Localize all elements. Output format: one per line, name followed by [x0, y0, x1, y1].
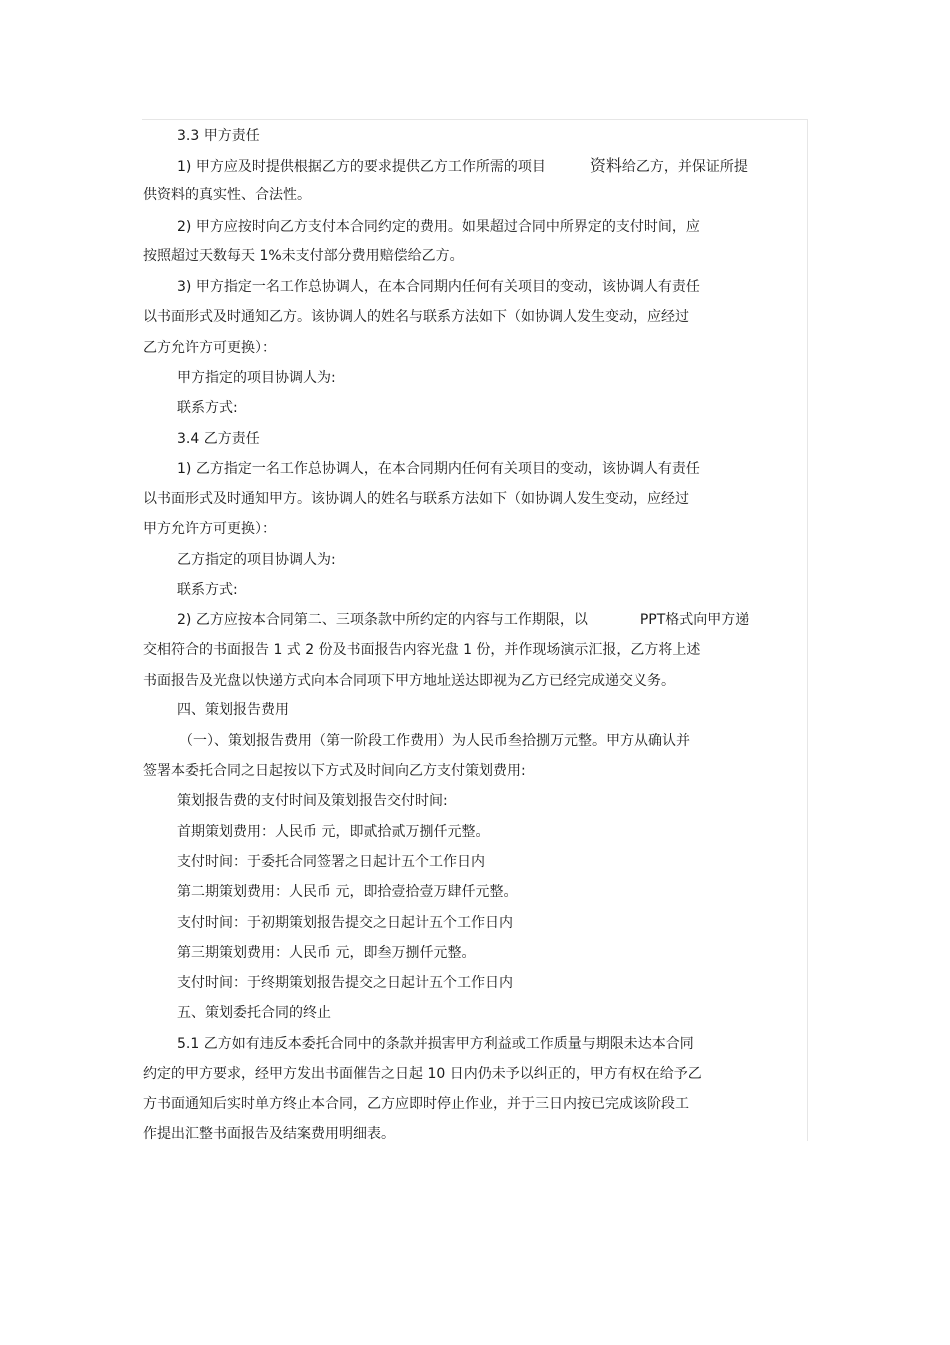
s33-clause-1-line-2: 供资料的真实性、合法性。	[143, 187, 311, 203]
s4-third-time: 支付时间：于终期策划报告提交之日起计五个工作日内	[177, 975, 513, 991]
s34-clause-2-line-3: 书面报告及光盘以快递方式向本合同项下甲方地址送达即视为乙方已经完成递交义务。	[143, 673, 675, 689]
s4-fee-line-2: 签署本委托合同之日起按以下方式及时间向乙方支付策划费用:	[143, 763, 526, 779]
section-4-heading: 四、策划报告费用	[177, 702, 289, 718]
s34-clause-1-line-1: 1) 乙方指定一名工作总协调人，在本合同期内任何有关项目的变动，该协调人有责任	[177, 461, 700, 477]
s4-fee-line-1: （一）、策划报告费用（第一阶段工作费用）为人民币叁拾捌万元整。甲方从确认并	[179, 733, 690, 749]
s4-first-time: 支付时间：于委托合同签署之日起计五个工作日内	[177, 854, 485, 870]
s33-clause-1-text-tail: 给乙方，并保证所提	[621, 159, 748, 175]
s33-coordinator: 甲方指定的项目协调人为:	[177, 370, 336, 386]
section-5-heading: 五、策划委托合同的终止	[177, 1005, 331, 1021]
s34-coordinator: 乙方指定的项目协调人为:	[177, 552, 336, 568]
s34-clause-1-line-2: 以书面形式及时通知甲方。该协调人的姓名与联系方法如下（如协调人发生变动，应经过	[143, 491, 689, 507]
s34-clause-2-line-2: 交相符合的书面报告 1 式 2 份及书面报告内容光盘 1 份，并作现场演示汇报，乙方将上述	[143, 642, 701, 658]
s33-clause-3-line-1: 3) 甲方指定一名工作总协调人，在本合同期内任何有关项目的变动，该协调人有责任	[177, 279, 700, 295]
s33-clause-1-materials: 资料	[589, 156, 622, 175]
s5-clause-1-line-2: 约定的甲方要求，经甲方发出书面催告之日起 10 日内仍未予以纠正的，甲方有权在给予乙	[143, 1066, 702, 1082]
s4-first-fee: 首期策划费用：人民币 元，即贰拾贰万捌仟元整。	[177, 824, 490, 840]
s5-clause-1-line-3: 方书面通知后实时单方终止本合同，乙方应即时停止作业，并于三日内按已完成该阶段工	[143, 1096, 689, 1112]
s5-clause-1-line-4: 作提出汇整书面报告及结案费用明细表。	[143, 1126, 395, 1142]
s33-contact: 联系方式:	[177, 400, 238, 416]
s34-clause-1-line-3: 甲方允许方可更换）：	[143, 521, 276, 537]
s33-clause-1-text: 1) 甲方应及时提供根据乙方的要求提供乙方工作所需的项目	[177, 159, 546, 175]
s33-clause-3-line-3: 乙方允许方可更换）：	[143, 340, 276, 356]
s4-third-fee: 第三期策划费用：人民币 元，即叁万捌仟元整。	[177, 945, 476, 961]
section-3-4-heading: 3.4 乙方责任	[177, 431, 260, 447]
s34-clause-2-text: 2) 乙方应按本合同第二、三项条款中所约定的内容与工作期限，以	[177, 612, 588, 628]
s33-clause-2-line-1: 2) 甲方应按时向乙方支付本合同约定的费用。如果超过合同中所界定的支付时间，应	[177, 219, 700, 235]
s4-second-fee: 第二期策划费用：人民币 元，即拾壹拾壹万肆仟元整。	[177, 884, 518, 900]
s34-clause-2-ppt: PPT格式向甲方递	[639, 612, 750, 628]
s4-second-time: 支付时间：于初期策划报告提交之日起计五个工作日内	[177, 915, 513, 931]
s4-schedule-title: 策划报告费的支付时间及策划报告交付时间:	[177, 793, 448, 809]
s5-clause-1-line-1: 5.1 乙方如有违反本委托合同中的条款并损害甲方利益或工作质量与期限未达本合同	[177, 1036, 694, 1052]
s33-clause-1-line-1	[177, 157, 748, 176]
s33-clause-3-line-2: 以书面形式及时通知乙方。该协调人的姓名与联系方法如下（如协调人发生变动，应经过	[143, 309, 689, 325]
s34-contact: 联系方式:	[177, 582, 238, 598]
s33-clause-2-line-2: 按照超过天数每天 1%未支付部分费用赔偿给乙方。	[143, 248, 464, 264]
s34-clause-2-line-1	[177, 611, 749, 629]
section-3-3-heading: 3.3 甲方责任	[177, 128, 260, 144]
